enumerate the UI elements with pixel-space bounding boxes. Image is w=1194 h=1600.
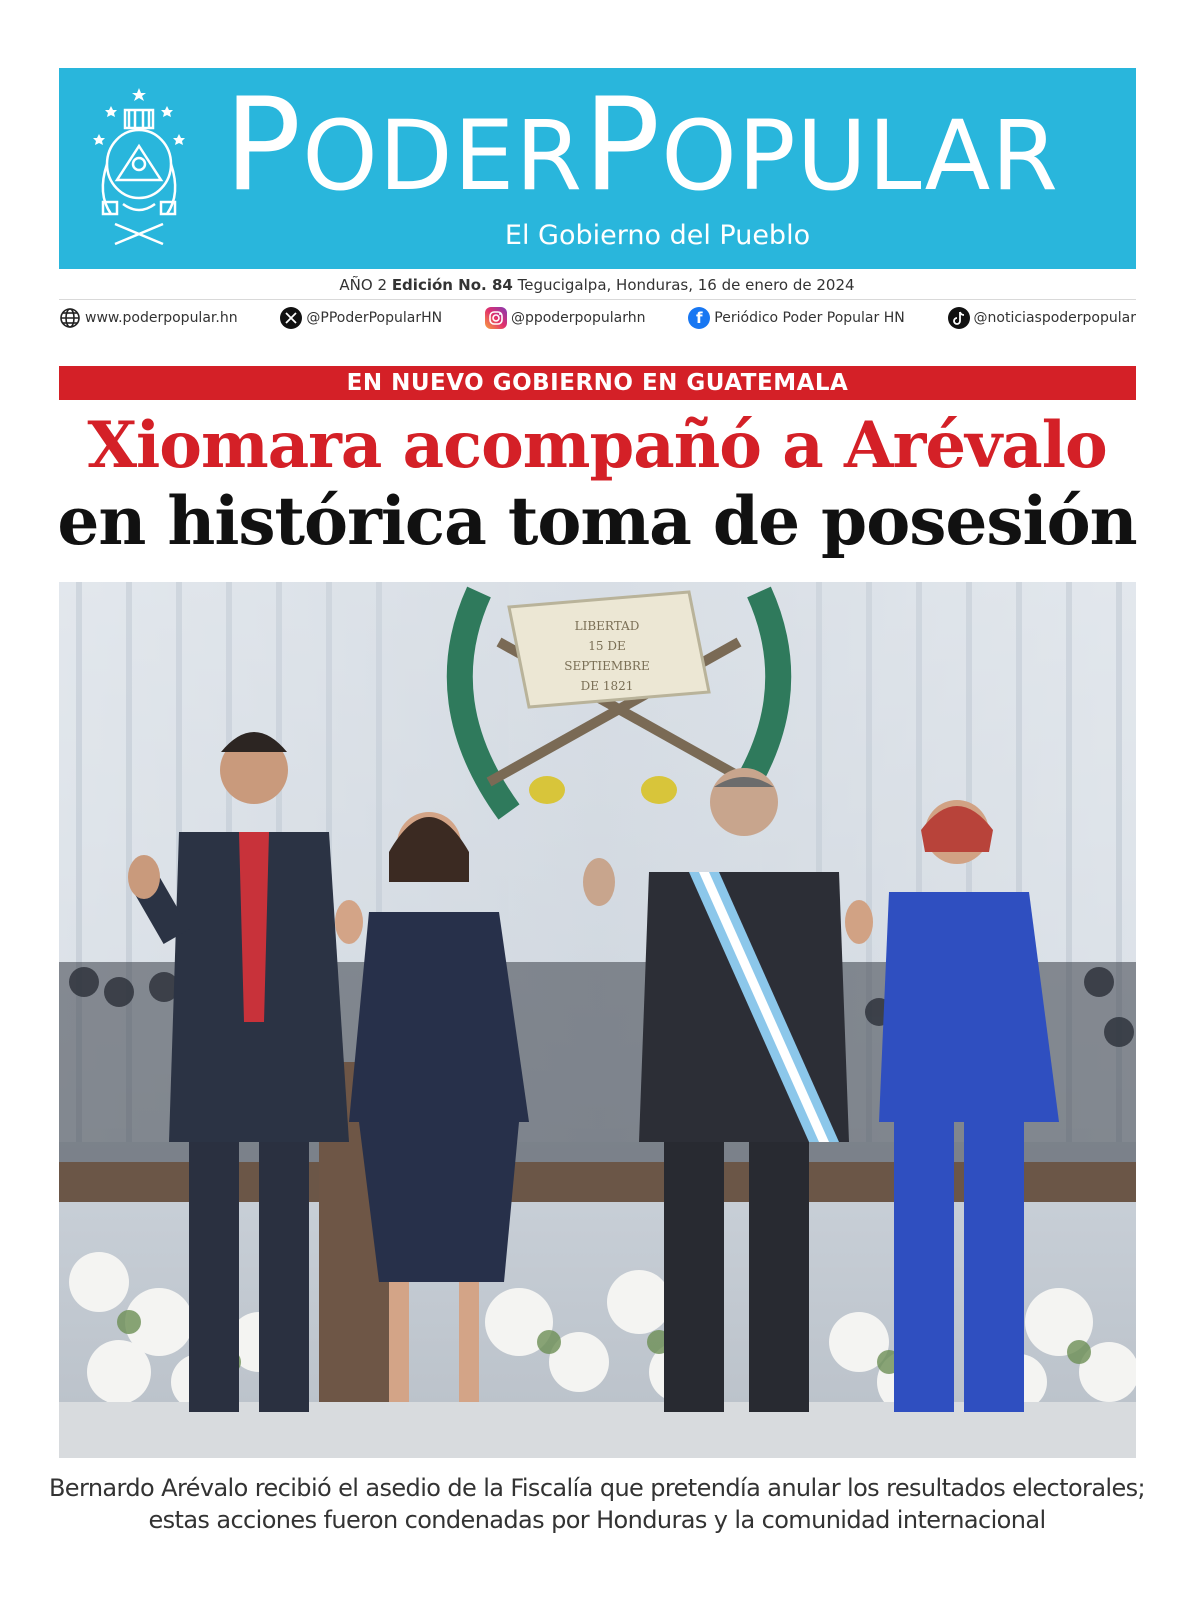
edition-place-date: Tegucigalpa, Honduras, 16 de enero de 2024 xyxy=(517,276,855,294)
scroll-line-2: 15 DE xyxy=(588,639,626,653)
edition-number: Edición No. 84 xyxy=(391,276,513,294)
main-photo xyxy=(59,582,1136,1458)
scroll-line-1: LIBERTAD xyxy=(574,619,640,633)
instagram-handle: @ppoderpopularhn xyxy=(510,310,646,326)
caption-line-2: estas acciones fueron condenadas por Honduras y la comunidad internacional xyxy=(148,1506,1046,1534)
facebook-icon: f xyxy=(688,307,710,329)
slogan: El Gobierno del Pueblo xyxy=(504,220,811,251)
website-text: www.poderpopular.hn xyxy=(85,310,238,326)
newspaper-title xyxy=(224,71,1124,220)
edition-year: AÑO 2 xyxy=(339,276,388,294)
caption-line-1: Bernardo Arévalo recibió el asedio de la Fiscalía que pretendía anular los resultados electorales; xyxy=(48,1474,1146,1502)
tiktok-icon xyxy=(948,307,970,329)
facebook-link[interactable] xyxy=(688,307,904,329)
title-initial-2: P xyxy=(583,71,662,220)
x-icon xyxy=(280,307,302,329)
x-link[interactable] xyxy=(280,307,442,329)
divider xyxy=(59,299,1136,300)
tiktok-handle: @noticiaspoderpopular xyxy=(973,310,1136,326)
edition-line xyxy=(0,276,1194,294)
facebook-page: Periódico Poder Popular HN xyxy=(714,310,905,326)
photo-caption xyxy=(0,1472,1194,1536)
x-handle: @PPoderPopularHN xyxy=(306,310,443,326)
photo-scene xyxy=(59,582,1136,1458)
masthead xyxy=(59,68,1136,269)
website-link[interactable] xyxy=(59,307,238,329)
globe-icon xyxy=(59,307,81,329)
headline-line-1: Xiomara acompañó a Arévalo xyxy=(87,408,1107,483)
scroll-line-3: SEPTIEMBRE xyxy=(564,659,650,673)
title-initial-1: P xyxy=(224,71,303,220)
scroll-line-4: DE 1821 xyxy=(580,679,634,693)
social-links xyxy=(59,305,1136,331)
title-rest-1: ODER xyxy=(302,100,584,212)
kicker-banner: EN NUEVO GOBIERNO EN GUATEMALA xyxy=(59,366,1136,400)
headline-line-2: en histórica toma de posesión xyxy=(57,482,1137,560)
instagram-link[interactable] xyxy=(485,307,646,329)
title-rest-2: OPULAR xyxy=(661,100,1059,212)
tiktok-link[interactable] xyxy=(948,307,1136,329)
instagram-icon xyxy=(485,307,507,329)
